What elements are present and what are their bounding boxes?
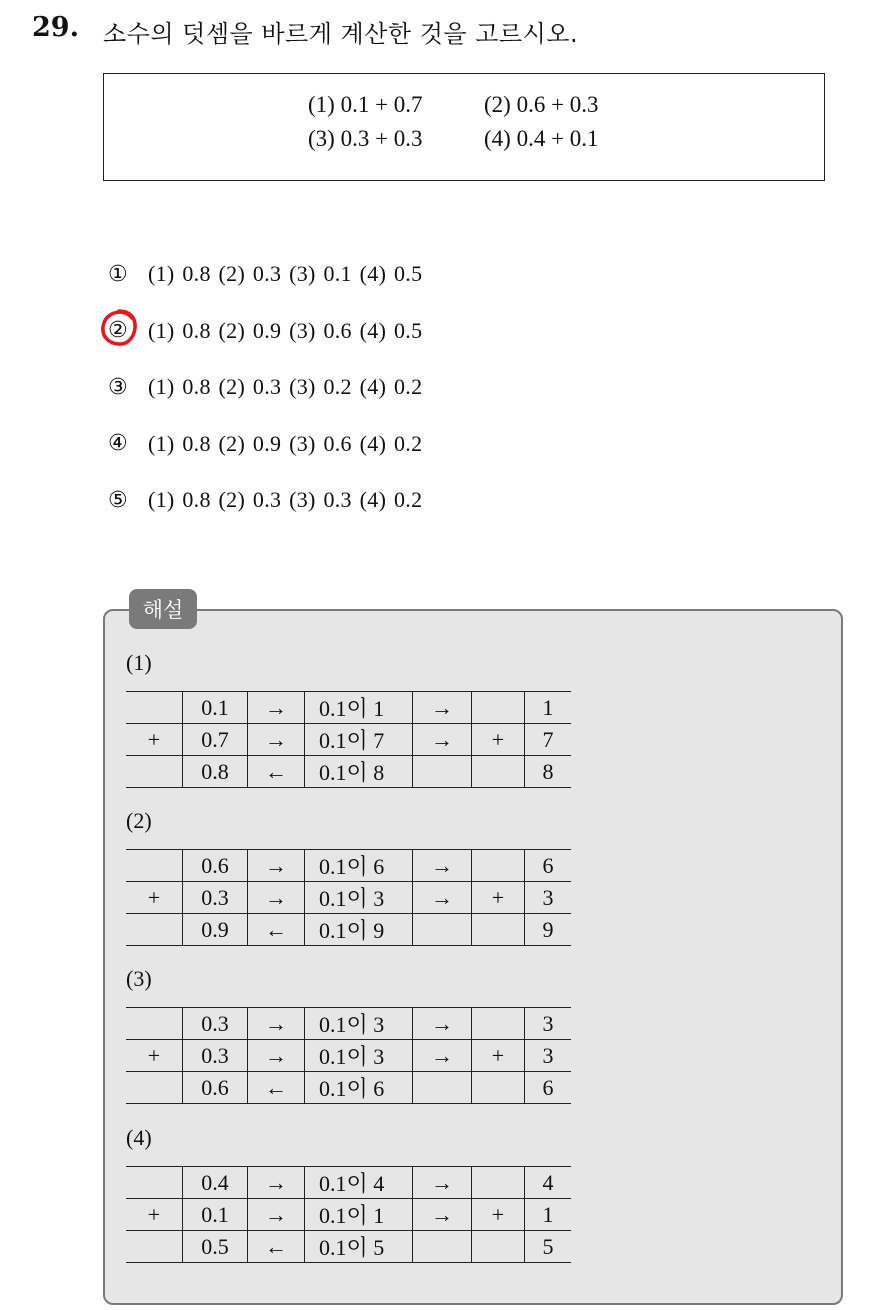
table-cell: → [248, 692, 305, 724]
choice-3-text: (1) 0.8 (2) 0.3 (3) 0.2 (4) 0.2 [148, 374, 423, 400]
choice-4[interactable] [108, 416, 422, 473]
question-number: 29. [32, 12, 79, 43]
table-cell [126, 1008, 183, 1040]
table-cell: + [126, 724, 183, 756]
table-cell [126, 1167, 183, 1199]
table-cell [126, 1231, 183, 1263]
solution-title: 해설 [129, 589, 197, 629]
solution-part-3-table [126, 1007, 571, 1104]
choice-5-text: (1) 0.8 (2) 0.3 (3) 0.3 (4) 0.2 [148, 487, 423, 513]
table-cell: 0.7 [183, 724, 248, 756]
table-cell: → [248, 882, 305, 914]
table-cell [472, 1008, 525, 1040]
table-row [126, 1199, 571, 1231]
table-cell [472, 692, 525, 724]
choice-5[interactable] [108, 472, 422, 529]
table-cell [126, 692, 183, 724]
choice-3-mark: ③ [108, 374, 128, 400]
table-cell: 0.1이 7 [305, 724, 413, 756]
table-cell [126, 1072, 183, 1104]
table-cell: 3 [525, 1008, 572, 1040]
table-cell: 0.1이 1 [305, 692, 413, 724]
solution-part-1-table [126, 691, 571, 788]
table-cell: → [248, 1199, 305, 1231]
table-row [126, 850, 571, 882]
table-cell: 0.1이 5 [305, 1231, 413, 1263]
table-row [126, 1231, 571, 1263]
solution-part-1-label: (1) [126, 650, 152, 675]
table-cell: → [413, 724, 472, 756]
table-cell: + [472, 1040, 525, 1072]
table-row [126, 1072, 571, 1104]
table-cell: 0.1이 8 [305, 756, 413, 788]
table-cell [413, 1072, 472, 1104]
table-cell: 6 [525, 1072, 572, 1104]
table-row [126, 756, 571, 788]
table-cell: 0.3 [183, 882, 248, 914]
table-cell: → [413, 850, 472, 882]
table-cell: → [248, 850, 305, 882]
table-cell [413, 914, 472, 946]
table-cell: 0.1이 1 [305, 1199, 413, 1231]
solution-part-4-table [126, 1166, 571, 1263]
table-cell: → [248, 724, 305, 756]
problem-1: (1) 0.1 + 0.7 [308, 92, 423, 117]
table-cell: 6 [525, 850, 572, 882]
solution-part-2-table [126, 849, 571, 946]
table-row [126, 882, 571, 914]
table-cell: 0.1이 3 [305, 1008, 413, 1040]
table-cell: → [413, 1199, 472, 1231]
table-cell [472, 1167, 525, 1199]
table-cell: 3 [525, 1040, 572, 1072]
table-cell: 0.1이 6 [305, 1072, 413, 1104]
table-cell [472, 914, 525, 946]
table-row [126, 724, 571, 756]
answer-choices [108, 246, 422, 529]
table-cell: + [472, 1199, 525, 1231]
table-cell: → [248, 1008, 305, 1040]
table-cell: 0.3 [183, 1008, 248, 1040]
choice-5-mark: ⑤ [108, 487, 128, 513]
table-cell: 3 [525, 882, 572, 914]
table-cell: 0.5 [183, 1231, 248, 1263]
table-cell [126, 756, 183, 788]
solution-part-4-label: (4) [126, 1125, 152, 1150]
table-cell: 5 [525, 1231, 572, 1263]
table-cell: 0.1이 6 [305, 850, 413, 882]
solution-part-1 [126, 650, 571, 788]
solution-part-3 [126, 966, 571, 1104]
choice-1-mark: ① [108, 261, 128, 287]
table-cell [126, 914, 183, 946]
table-cell: 0.9 [183, 914, 248, 946]
table-cell: → [413, 882, 472, 914]
table-cell: 7 [525, 724, 572, 756]
table-cell: 8 [525, 756, 572, 788]
table-row [126, 914, 571, 946]
table-cell: → [248, 1167, 305, 1199]
table-cell: 0.1이 3 [305, 882, 413, 914]
table-cell: ← [248, 1072, 305, 1104]
solution-part-4 [126, 1125, 571, 1263]
solution-part-2 [126, 808, 571, 946]
problem-4: (4) 0.4 + 0.1 [484, 126, 599, 151]
problem-3: (3) 0.3 + 0.3 [308, 126, 423, 151]
table-cell [126, 850, 183, 882]
table-cell [472, 1231, 525, 1263]
table-cell: ← [248, 914, 305, 946]
table-row [126, 1008, 571, 1040]
table-cell: 0.8 [183, 756, 248, 788]
table-cell: + [472, 724, 525, 756]
table-cell: + [126, 882, 183, 914]
table-cell: 0.1이 9 [305, 914, 413, 946]
table-cell: ← [248, 756, 305, 788]
table-cell: 0.1 [183, 692, 248, 724]
table-cell [472, 850, 525, 882]
solution-part-2-label: (2) [126, 808, 152, 833]
table-cell: 0.3 [183, 1040, 248, 1072]
table-cell: 1 [525, 692, 572, 724]
table-cell: 0.1 [183, 1199, 248, 1231]
table-cell: 9 [525, 914, 572, 946]
table-cell: 0.6 [183, 1072, 248, 1104]
table-cell: 4 [525, 1167, 572, 1199]
table-cell: + [472, 882, 525, 914]
choice-2-mark-glyph: ② [108, 318, 128, 344]
table-cell: ← [248, 1231, 305, 1263]
table-cell: → [248, 1040, 305, 1072]
table-cell [472, 1072, 525, 1104]
table-cell: 0.1이 4 [305, 1167, 413, 1199]
problem-2: (2) 0.6 + 0.3 [484, 92, 599, 117]
table-row [126, 692, 571, 724]
table-cell: → [413, 1008, 472, 1040]
choice-1[interactable] [108, 246, 422, 303]
table-cell [413, 1231, 472, 1263]
choice-4-mark: ④ [108, 431, 128, 457]
table-cell: 0.6 [183, 850, 248, 882]
table-row [126, 1167, 571, 1199]
table-cell: 0.4 [183, 1167, 248, 1199]
choice-4-text: (1) 0.8 (2) 0.9 (3) 0.6 (4) 0.2 [148, 430, 423, 456]
table-cell: → [413, 692, 472, 724]
choice-2[interactable] [108, 303, 422, 360]
choice-2-mark [108, 318, 148, 343]
table-cell: 0.1이 3 [305, 1040, 413, 1072]
choice-1-text: (1) 0.8 (2) 0.3 (3) 0.1 (4) 0.5 [148, 261, 423, 287]
problem-grid [308, 92, 644, 152]
table-cell: + [126, 1199, 183, 1231]
question-text: 소수의 덧셈을 바르게 계산한 것을 고르시오. [103, 20, 579, 48]
table-cell: 1 [525, 1199, 572, 1231]
table-cell: → [413, 1040, 472, 1072]
choice-2-text: (1) 0.8 (2) 0.9 (3) 0.6 (4) 0.5 [148, 317, 423, 343]
table-cell [472, 756, 525, 788]
table-row [126, 1040, 571, 1072]
table-cell: → [413, 1167, 472, 1199]
problem-box [103, 73, 825, 181]
solution-part-3-label: (3) [126, 966, 152, 991]
choice-3[interactable] [108, 359, 422, 416]
table-cell [413, 756, 472, 788]
table-cell: + [126, 1040, 183, 1072]
